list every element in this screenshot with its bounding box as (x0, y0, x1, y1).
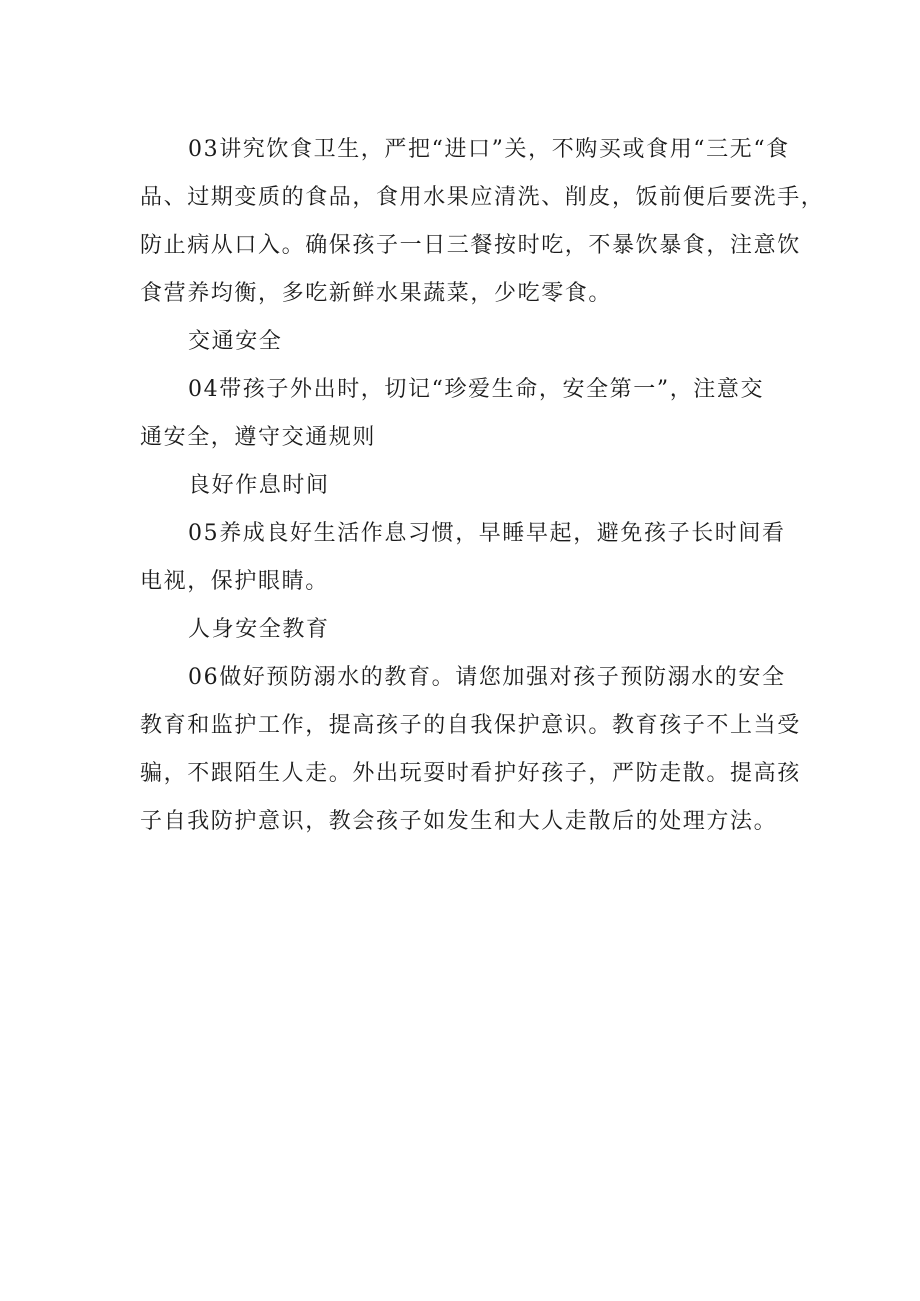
paragraph-06-line-4: 子自我防护意识，教会孩子如发生和大人走散后的处理方法。 (140, 809, 778, 834)
heading-good-routine: 良好作息时间 (188, 473, 330, 498)
paragraph-06-line-2: 教育和监护工作，提高孩子的自我保护意识。教育孩子不上当受 (140, 713, 801, 738)
paragraph-06-line-3: 骗，不跟陌生人走。外出玩耍时看护好孩子，严防走散。提高孩 (140, 761, 801, 786)
paragraph-05-line-1: 05养成良好生活作息习惯，早睡早起，避免孩子长时间看 (188, 521, 786, 546)
paragraph-04-line-2: 通安全，遵守交通规则 (140, 425, 377, 450)
paragraph-06-line-1: 06做好预防溺水的教育。请您加强对孩子预防溺水的安全 (188, 665, 786, 690)
heading-traffic-safety: 交通安全 (188, 329, 283, 354)
paragraph-04-line-1: 04带孩子外出时，切记“珍爱生命，安全第一”，注意交 (188, 377, 765, 402)
paragraph-03-line-3: 防止病从口入。确保孩子一日三餐按时吃，不暴饮暴食，注意饮 (140, 233, 801, 258)
paragraph-03-line-4: 食营养均衡，多吃新鲜水果蔬菜，少吃零食。 (140, 281, 613, 306)
paragraph-03-line-2: 品、过期变质的食品，食用水果应清洗、削皮，饭前便后要洗手， (140, 185, 825, 210)
paragraph-03-line-1: 03讲究饮食卫生，严把“进口”关，不购买或食用“三无“食 (188, 137, 790, 162)
heading-personal-safety: 人身安全教育 (188, 617, 330, 642)
paragraph-05-line-2: 电视，保护眼睛。 (140, 569, 329, 594)
